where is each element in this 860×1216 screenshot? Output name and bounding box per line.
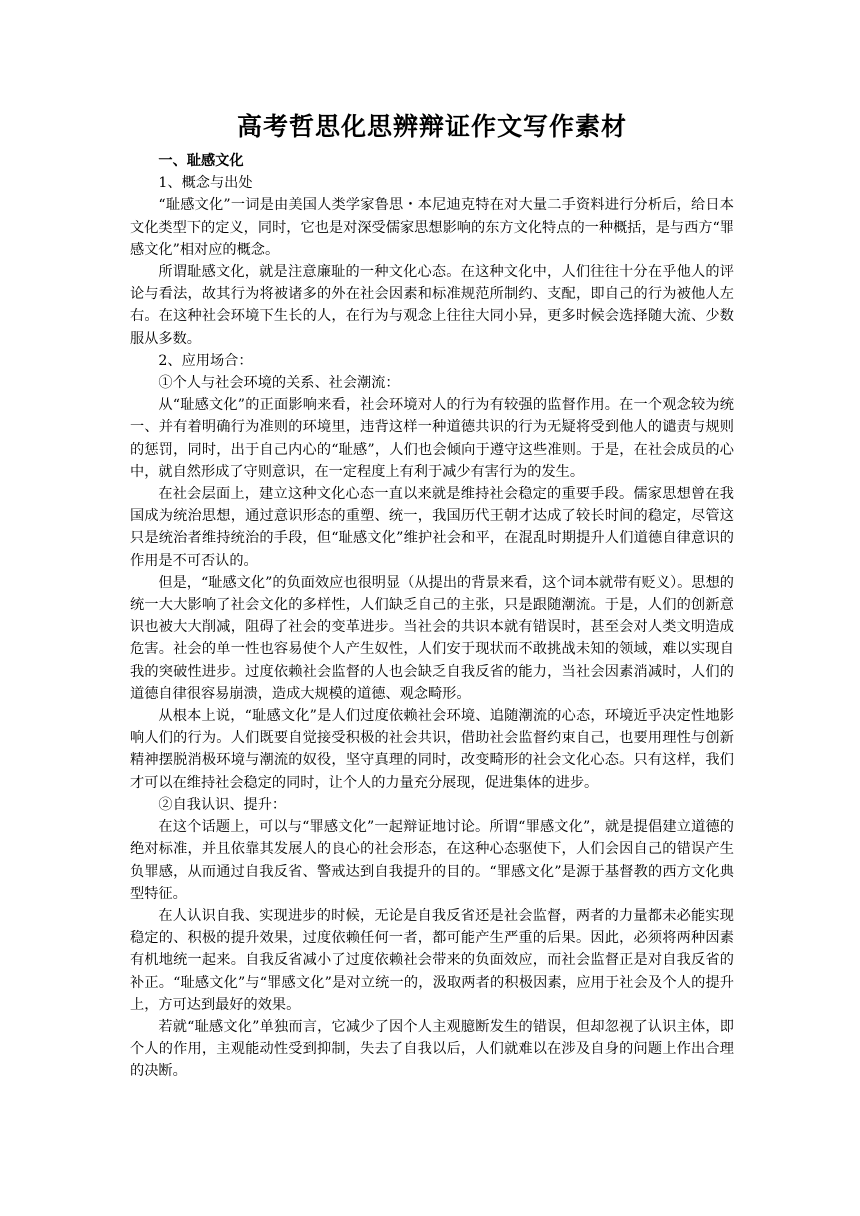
body-paragraph: 所谓耻感文化，就是注意廉耻的一种文化心态。在这种文化中，人们往往十分在乎他人的评论与看法，故其行为将被诸多的外在社会因素和标准规范所制约、支配，即自己的行为被他人左右。在这种社会环境下生长的人，在行为与观念上往往大同小异，更多时候会选择随大流、少数服从多数。	[130, 264, 734, 347]
body-paragraph: “耻感文化”一词是由美国人类学家鲁思・本尼迪克特在对大量二手资料进行分析后，给日本文化类型下的定义，同时，它也是对深受儒家思想影响的东方文化特点的一种概括，是与西方“罪感文化”相对应的概念。	[130, 197, 734, 258]
body-paragraph: 在这个话题上，可以与“罪感文化”一起辩证地讨论。所谓“罪感文化”，就是提倡建立道德的绝对标准，并且依靠其发展人的良心的社会形态，在这种心态驱使下，人们会因自己的错误产生负罪感，从而通过自我反省、警戒达到自我提升的目的。“罪感文化”是源于基督教的西方文化典型特征。	[130, 819, 734, 902]
body-paragraph: 若就“耻感文化”单独而言，它减少了因个人主观臆断发生的错误，但却忽视了认识主体，即个人的作用，主观能动性受到抑制，失去了自我以后，人们就难以在涉及自身的问题上作出合理的决断。	[130, 1018, 734, 1080]
subsection-label: 2、应用场合：	[158, 352, 253, 369]
subsection-label: ①个人与社会环境的关系、社会潮流：	[158, 375, 400, 392]
body-paragraph: 在社会层面上，建立这种文化心态一直以来就是维持社会稳定的重要手段。儒家思想曾在我国成为统治思想，通过意识形态的重塑、统一，我国历代王朝才达成了较长时间的稳定，尽管这只是统治者维持统治的手段，但“耻感文化”维护社会和平，在混乱时期提升人们道德自律意识的作用是不可否认的。	[130, 486, 734, 569]
document-body	[130, 150, 734, 1083]
document-title: 高考哲思化思辨辩证作文写作素材	[236, 112, 627, 141]
body-paragraph: 在人认识自我、实现进步的时候，无论是自我反省还是社会监督，两者的力量都未必能实现稳定的、积极的提升效果，过度依赖任何一者，都可能产生严重的后果。因此，必须将两种因素有机地统一起来。自我反省减小了过度依赖社会带来的负面效应，而社会监督正是对自我反省的补正。“耻感文化”与“罪感文化”是对立统一的，汲取两者的积极因素，应用于社会及个人的提升上，方可达到最好的效果。	[130, 907, 734, 1013]
body-paragraph: 但是，“耻感文化”的负面效应也很明显（从提出的背景来看，这个词本就带有贬义）。思想的统一大大影响了社会文化的多样性，人们缺乏自己的主张，只是跟随潮流。于是，人们的创新意识也被大大削减，阻碍了社会的变革进步。当社会的共识本就有错误时，甚至会对人类文明造成危害。社会的单一性也容易使个人产生奴性，人们安于现状而不敢挑战未知的领域，难以实现自我的突破性进步。过度依赖社会监督的人也会缺乏自我反省的能力，当社会因素消减时，人们的道德自律很容易崩溃，造成大规模的道德、观念畸形。	[130, 574, 734, 702]
subsection-label: ②自我认识、提升：	[158, 796, 287, 813]
subsection-label: 1、概念与出处	[158, 175, 253, 192]
body-paragraph: 从“耻感文化”的正面影响来看，社会环境对人的行为有较强的监督作用。在一个观念较为统一、并有着明确行为准则的环境里，违背这样一种道德共识的行为无疑将受到他人的谴责与规则的惩罚，同时，出于自己内心的“耻感”，人们也会倾向于遵守这些准则。于是，在社会成员的心中，就自然形成了守则意识，在一定程度上有利于减少有害行为的发生。	[130, 397, 734, 480]
body-paragraph: 从根本上说，“耻感文化”是人们过度依赖社会环境、追随潮流的心态，环境近乎决定性地影响人们的行为。人们既要自觉接受积极的社会共识，借助社会监督约束自己，也要用理性与创新精神摆脱消极环境与潮流的奴役，坚守真理的同时，改变畸形的社会文化心态。只有这样，我们才可以在维持社会稳定的同时，让个人的力量充分展现，促进集体的进步。	[130, 708, 734, 791]
section-heading: 一、耻感文化	[158, 153, 244, 169]
